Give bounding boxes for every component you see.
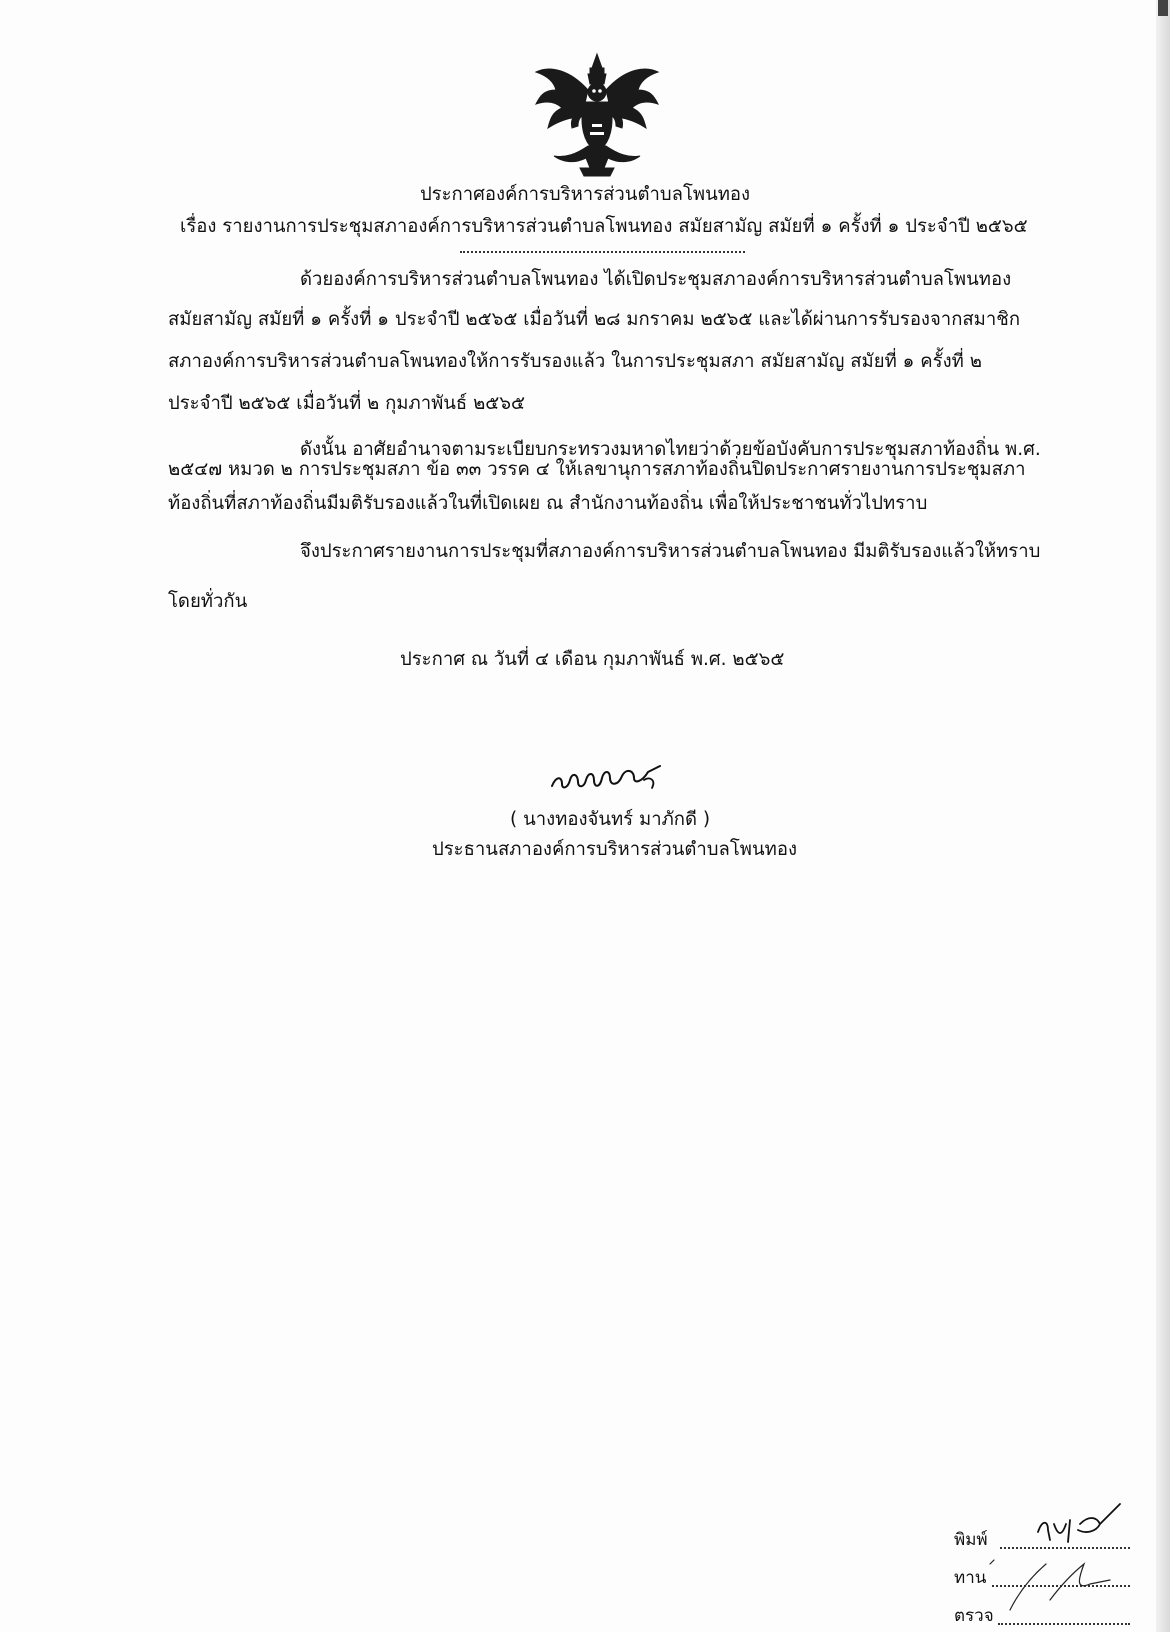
typed-by-label: พิมพ์ <box>954 1530 988 1550</box>
paragraph-2-line-3: ท้องถิ่นที่สภาท้องถิ่นมีมติรับรองแล้วในที่เปิดเผย ณ สำนักงานท้องถิ่น เพื่อให้ประชาชนทั่วไปทราบ <box>168 493 928 514</box>
paragraph-1-line-1: ด้วยองค์การบริหารส่วนตำบลโพนทอง ได้เปิดประชุมสภาองค์การบริหารส่วนตำบลโพนทอง <box>300 269 1012 290</box>
garuda-emblem-icon <box>530 50 664 184</box>
checked-by-label: ทาน <box>954 1568 987 1588</box>
paragraph-3-line-1: จึงประกาศรายงานการประชุมที่สภาองค์การบริหารส่วนตำบลโพนทอง มีมติรับรองแล้วให้ทราบ <box>300 541 1041 562</box>
scan-smudge <box>1158 0 1168 16</box>
announcement-date: ประกาศ ณ วันที่ ๔ เดือน กุมภาพันธ์ พ.ศ. ๒๕๖๕ <box>400 649 785 670</box>
paragraph-1-line-3: สภาองค์การบริหารส่วนตำบลโพนทองให้การรับรองแล้ว ในการประชุมสภา สมัยสามัญ สมัยที่ ๑ ครั้งที่ ๒ <box>168 351 982 372</box>
announcement-subject: เรื่อง รายงานการประชุมสภาองค์การบริหารส่วนตำบลโพนทอง สมัยสามัญ สมัยที่ ๑ ครั้งที่ ๑ ประจำปี ๒๕๖๕ <box>180 216 1028 237</box>
paragraph-2-line-2: ๒๕๔๗ หมวด ๒ การประชุมสภา ข้อ ๓๓ วรรค ๔ ให้เลขานุการสภาท้องถิ่นปิดประกาศรายงานการประชุมสภา <box>168 459 1026 480</box>
paragraph-3-line-2: โดยทั่วกัน <box>168 591 248 612</box>
initials-scribbles <box>950 1480 1140 1630</box>
announcement-title: ประกาศองค์การบริหารส่วนตำบลโพนทอง <box>419 184 751 205</box>
signatory-name: ( นางทองจันทร์ มาภักดี ) <box>510 809 711 830</box>
signatory-position: ประธานสภาองค์การบริหารส่วนตำบลโพนทอง <box>432 839 797 860</box>
paragraph-1-line-2: สมัยสามัญ สมัยที่ ๑ ครั้งที่ ๑ ประจำปี ๒๕๖๕ เมื่อวันที่ ๒๘ มกราคม ๒๕๖๕ และได้ผ่านการรับรองจากสมาชิก <box>168 309 1021 330</box>
page-edge-shadow <box>1156 0 1170 1632</box>
paragraph-2-line-1: ดังนั้น อาศัยอำนาจตามระเบียบกระทรวงมหาดไทยว่าด้วยข้อบังคับการประชุมสภาท้องถิ่น พ.ศ. <box>300 439 1041 460</box>
paragraph-1-line-4: ประจำปี ๒๕๖๕ เมื่อวันที่ ๒ กุมภาพันธ์ ๒๕๖๕ <box>168 393 526 414</box>
verified-by-label: ตรวจ <box>954 1606 994 1626</box>
separator-dots <box>460 250 745 253</box>
handwritten-signature <box>548 758 668 798</box>
